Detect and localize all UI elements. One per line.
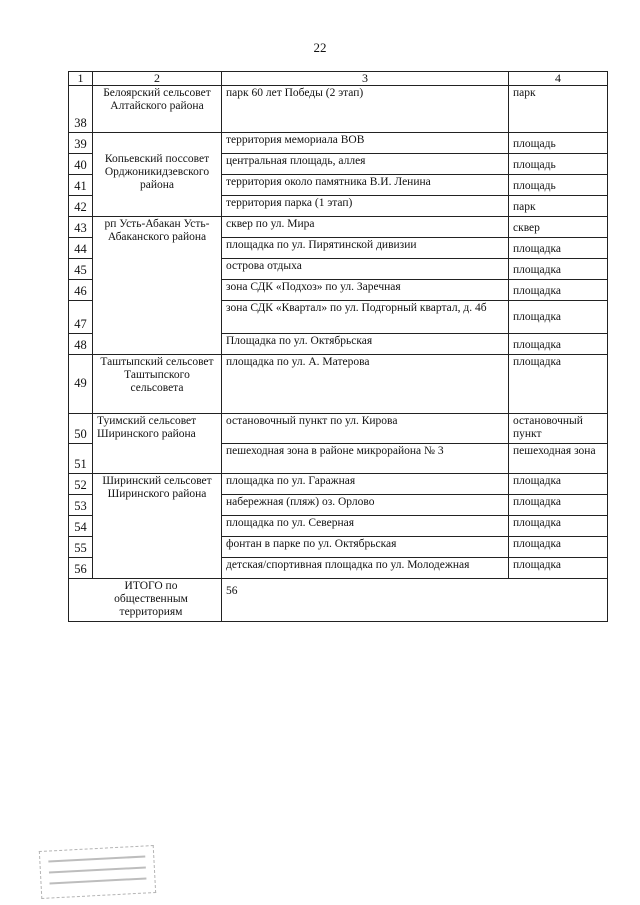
type-cell: площадка (509, 280, 608, 301)
territory-cell: территория парка (1 этап) (222, 196, 509, 217)
type-cell: площадка (509, 537, 608, 558)
territory-cell: центральная площадь, аллея (222, 154, 509, 175)
table-row (69, 86, 608, 133)
public-territories-table (68, 71, 608, 622)
row-number: 55 (69, 537, 93, 558)
total-label: ИТОГО по общественным территориям (69, 579, 222, 622)
territory-cell: острова отдыха (222, 259, 509, 280)
row-number: 56 (69, 558, 93, 579)
municipality-cell: Белоярский сельсовет Алтайского района (93, 86, 222, 133)
type-cell: площадь (509, 133, 608, 154)
type-cell: парк (509, 196, 608, 217)
row-number: 51 (69, 444, 93, 474)
territory-cell: остановочный пункт по ул. Кирова (222, 414, 509, 444)
type-cell: площадка (509, 301, 608, 334)
row-number: 54 (69, 516, 93, 537)
page-number: 22 (313, 40, 327, 55)
table-row (69, 133, 608, 154)
total-row (69, 579, 608, 622)
territory-cell: парк 60 лет Победы (2 этап) (222, 86, 509, 133)
territory-cell: фонтан в парке по ул. Октябрьская (222, 537, 509, 558)
municipality-cell: рп Усть-Абакан Усть-Абаканского района (93, 217, 222, 355)
territory-cell: площадка по ул. Гаражная (222, 474, 509, 495)
type-cell: площадка (509, 558, 608, 579)
row-number: 48 (69, 334, 93, 355)
territory-cell: территория мемориала ВОВ (222, 133, 509, 154)
territory-cell: территория около памятника В.И. Ленина (222, 175, 509, 196)
type-cell: площадка (509, 495, 608, 516)
type-cell: площадка (509, 334, 608, 355)
territory-cell: площадка по ул. Пирятинской дивизии (222, 238, 509, 259)
table-row (69, 474, 608, 495)
row-number: 52 (69, 474, 93, 495)
territory-cell: детская/спортивная площадка по ул. Молодежная (222, 558, 509, 579)
type-cell: пешеходная зона (509, 444, 608, 474)
row-number: 53 (69, 495, 93, 516)
header-cell: 1 (69, 72, 93, 86)
type-cell: площадка (509, 474, 608, 495)
territory-cell: площадка по ул. А. Матерова (222, 355, 509, 414)
row-number: 47 (69, 301, 93, 334)
territory-cell: пешеходная зона в районе микрорайона № 3 (222, 444, 509, 474)
type-cell: площадка (509, 238, 608, 259)
type-cell: площадка (509, 516, 608, 537)
header-cell: 4 (509, 72, 608, 86)
header-cell: 3 (222, 72, 509, 86)
copy-stamp (39, 845, 156, 899)
row-number: 38 (69, 86, 93, 133)
row-number: 45 (69, 259, 93, 280)
row-number: 39 (69, 133, 93, 154)
header-row (69, 72, 608, 86)
type-cell: сквер (509, 217, 608, 238)
row-number: 42 (69, 196, 93, 217)
territory-cell: Площадка по ул. Октябрьская (222, 334, 509, 355)
type-cell: площадь (509, 175, 608, 196)
table-row (69, 217, 608, 238)
municipality-cell: Ширинский сельсовет Ширинского района (93, 474, 222, 579)
table-row (69, 414, 608, 444)
municipality-cell: Копьевский поссовет Орджоникидзевского района (93, 133, 222, 217)
type-cell: парк (509, 86, 608, 133)
row-number: 46 (69, 280, 93, 301)
row-number: 41 (69, 175, 93, 196)
table-row (69, 355, 608, 414)
municipality-cell: Таштыпский сельсовет Таштыпского сельсовета (93, 355, 222, 414)
row-number: 43 (69, 217, 93, 238)
row-number: 40 (69, 154, 93, 175)
header-cell: 2 (93, 72, 222, 86)
territory-cell: площадка по ул. Северная (222, 516, 509, 537)
type-cell: площадка (509, 259, 608, 280)
type-cell: остановочный пункт (509, 414, 608, 444)
type-cell: площадь (509, 154, 608, 175)
territory-cell: набережная (пляж) оз. Орлово (222, 495, 509, 516)
row-number: 44 (69, 238, 93, 259)
municipality-cell: Туимский сельсовет Ширинского района (93, 414, 222, 474)
territory-cell: зона СДК «Квартал» по ул. Подгорный квартал, д. 4б (222, 301, 509, 334)
row-number: 50 (69, 414, 93, 444)
territory-cell: сквер по ул. Мира (222, 217, 509, 238)
total-value: 56 (222, 579, 608, 622)
territory-cell: зона СДК «Подхоз» по ул. Заречная (222, 280, 509, 301)
row-number: 49 (69, 355, 93, 414)
type-cell: площадка (509, 355, 608, 414)
